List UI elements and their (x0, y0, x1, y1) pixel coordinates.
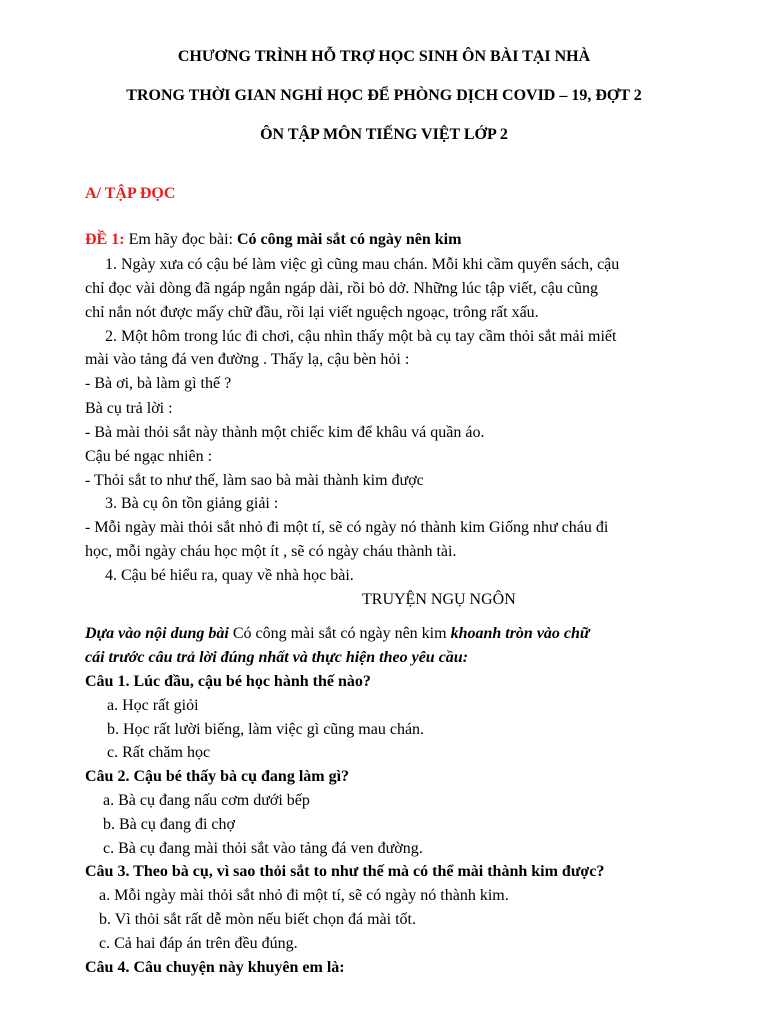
story-text: mài vào tảng đá ven đường . Thấy lạ, cậu bèn hỏi : (85, 351, 410, 368)
story-text: - Mỗi ngày mài thỏi sắt nhỏ đi một tí, sẽ có ngày nó thành kim Giống như cháu đi (85, 519, 609, 536)
story-text: - Thỏi sắt to như thế, làm sao bà mài thành kim được (85, 472, 424, 489)
heading-line-2: TRONG THỜI GIAN NGHỈ HỌC ĐỂ PHÒNG DỊCH COVID – 19, ĐỢT 2 (126, 87, 642, 104)
story-text: chỉ đọc vài dòng đã ngáp ngắn ngáp dài, rồi bỏ dở. Những lúc tập viết, cậu cũng (85, 280, 598, 297)
heading-line-3: ÔN TẬP MÔN TIẾNG VIỆT LỚP 2 (260, 126, 508, 143)
answer-option: c. Bà cụ đang mài thỏi sắt vào tảng đá ven đường. (103, 840, 423, 857)
story-text: 1. Ngày xưa có cậu bé làm việc gì cũng mau chán. Mỗi khi cầm quyển sách, cậu (105, 256, 620, 273)
section-title: A/ TẬP ĐỌC (85, 185, 176, 202)
answer-option: c. Cả hai đáp án trên đều đúng. (99, 935, 298, 952)
exercise-line (85, 230, 461, 250)
story-text: 3. Bà cụ ôn tồn giảng giải : (105, 495, 279, 512)
story-text: Bà cụ trả lời : (85, 400, 173, 417)
answer-option: b. Vì thỏi sắt rất dễ mòn nếu biết chọn đá mài tốt. (99, 911, 416, 928)
answer-option: a. Học rất giỏi (107, 697, 199, 714)
answer-option: b. Bà cụ đang đi chợ (103, 816, 235, 833)
heading-line-1: CHƯƠNG TRÌNH HỖ TRỢ HỌC SINH ÔN BÀI TẠI NHÀ (177, 48, 591, 65)
answer-option: a. Mỗi ngày mài thỏi sắt nhỏ đi một tí, sẽ có ngày nó thành kim. (99, 887, 509, 904)
answer-option: c. Rất chăm học (107, 744, 211, 761)
story-text: - Bà mài thỏi sắt này thành một chiếc kim để khâu vá quần áo. (85, 424, 485, 441)
story-text: 2. Một hôm trong lúc đi chơi, cậu nhìn thấy một bà cụ tay cầm thỏi sắt mải miết (105, 328, 617, 345)
exercise-prompt: Em hãy đọc bài: (124, 231, 237, 248)
question-3: Câu 3. Theo bà cụ, vì sao thỏi sắt to như thế mà có thể mài thành kim được? (85, 863, 605, 880)
story-text: - Bà ơi, bà làm gì thế ? (85, 375, 232, 392)
story-text: 4. Cậu bé hiểu ra, quay về nhà học bài. (105, 567, 354, 584)
question-1: Câu 1. Lúc đầu, cậu bé học hành thế nào? (85, 673, 371, 690)
story-text: Cậu bé ngạc nhiên : (85, 448, 213, 465)
instruction-line-2: cái trước câu trả lời đúng nhất và thực hiện theo yêu cầu: (85, 649, 469, 666)
exercise-label: ĐỀ 1: (85, 231, 125, 248)
story-source: TRUYỆN NGỤ NGÔN (362, 591, 516, 608)
story-title: Có công mài sắt có ngày nên kim (236, 231, 462, 248)
answer-option: a. Bà cụ đang nấu cơm dưới bếp (103, 792, 310, 809)
question-4: Câu 4. Câu chuyện này khuyên em là: (85, 959, 345, 976)
answer-option: b. Học rất lười biếng, làm việc gì cũng mau chán. (107, 721, 425, 738)
instruction-line-1 (85, 624, 590, 644)
instruction-part-1: Dựa vào nội dung bài (85, 625, 229, 642)
question-2: Câu 2. Cậu bé thấy bà cụ đang làm gì? (85, 768, 350, 785)
instruction-part-2: Có công mài sắt có ngày nên kim (228, 625, 451, 642)
instruction-part-3: khoanh tròn vào chữ (450, 625, 590, 642)
story-text: học, mỗi ngày cháu học một ít , sẽ có ngày cháu thành tài. (85, 543, 457, 560)
story-text: chỉ nắn nót được mấy chữ đầu, rồi lại viết nguệch ngoạc, trông rất xấu. (85, 304, 539, 321)
